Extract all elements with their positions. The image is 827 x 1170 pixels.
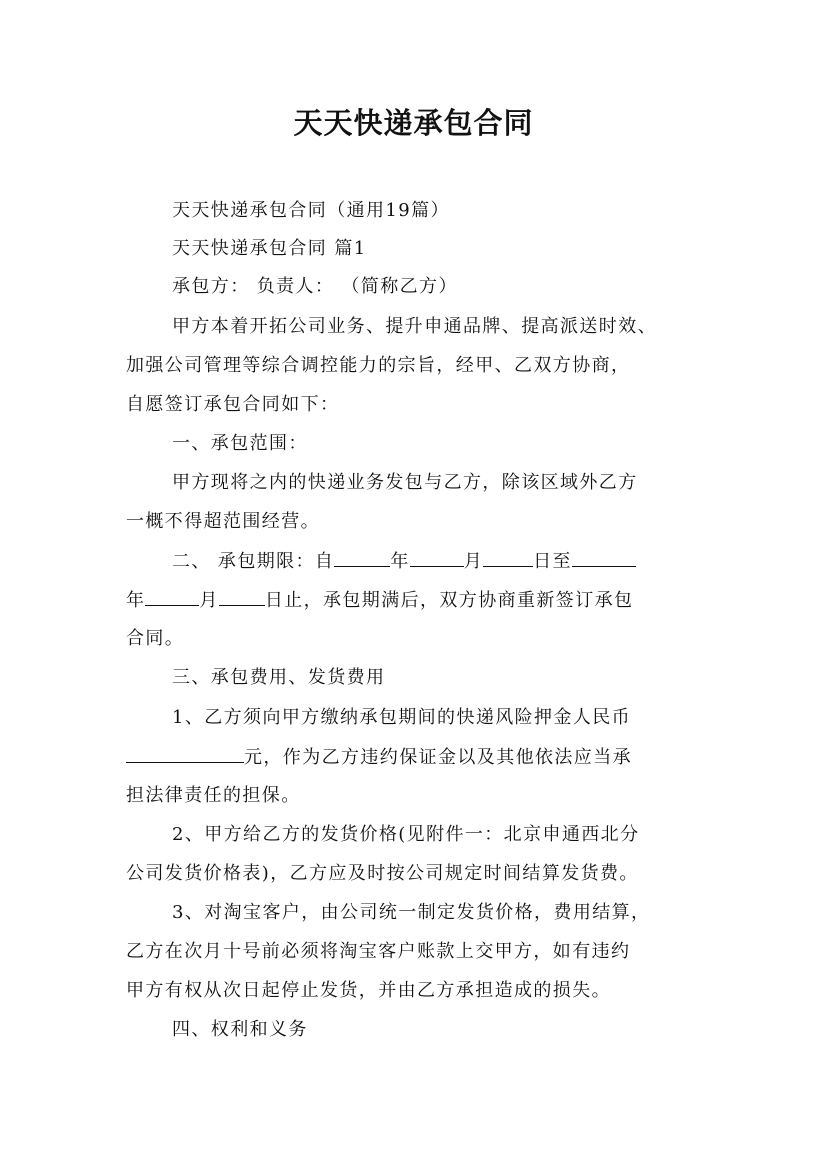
blank-field xyxy=(145,587,199,606)
month-label: 月 xyxy=(199,590,219,611)
blank-field xyxy=(572,548,636,567)
period-line xyxy=(126,548,762,575)
paragraph-line: 公司发货价格表)，乙方应及时按公司规定时间结算发货费。 xyxy=(126,863,639,884)
month-label: 月 xyxy=(463,551,484,572)
document-title: 天天快递承包合同 xyxy=(293,106,534,140)
period-rest: 日止，承包期满后，双方协商重新签订承包 xyxy=(264,590,634,611)
paragraph-line: 自愿签订承包合同如下： xyxy=(126,394,340,415)
deposit-line xyxy=(126,744,716,771)
clause-heading: 三、承包费用、发货费用 xyxy=(172,667,386,688)
blank-field xyxy=(126,744,244,763)
paragraph-line: 合同。 xyxy=(126,628,185,649)
blank-field xyxy=(219,587,265,606)
paragraph-line: 甲方有权从次日起停止发货，并由乙方承担造成的损失。 xyxy=(126,980,611,1001)
paragraph-line: 2、甲方给乙方的发货价格(见附件一：北京申通西北分 xyxy=(172,824,640,845)
clause-heading: 一、承包范围： xyxy=(172,433,308,454)
blank-field xyxy=(483,548,533,567)
year-label: 年 xyxy=(126,590,146,611)
paragraph-line: 乙方在次月十号前必须将淘宝客户账款上交甲方，如有违约 xyxy=(126,941,631,962)
paragraph-line: 担法律责任的担保。 xyxy=(126,785,301,806)
year-label: 年 xyxy=(390,551,410,572)
blank-field xyxy=(410,548,464,567)
period-line-continued xyxy=(126,587,716,614)
section-heading: 天天快递承包合同 篇1 xyxy=(172,238,367,259)
day-to-label: 日至 xyxy=(533,551,572,572)
contractor-line: 承包方： 负责人： （简称乙方） xyxy=(172,276,458,297)
blank-field xyxy=(334,548,390,567)
paragraph-line: 甲方现将之内的快递业务发包与乙方，除该区域外乙方 xyxy=(172,472,638,493)
paragraph-line: 甲方本着开拓公司业务、提升申通品牌、提高派送时效、 xyxy=(172,316,657,337)
period-lead: 二、 承包期限：自 xyxy=(172,551,335,572)
clause-heading: 四、权利和义务 xyxy=(172,1019,308,1040)
paragraph-line: 1、乙方须向甲方缴纳承包期间的快递风险押金人民币 xyxy=(172,707,632,728)
deposit-rest: 元，作为乙方违约保证金以及其他依法应当承 xyxy=(244,747,632,768)
paragraph-line: 一概不得超范围经营。 xyxy=(126,511,320,532)
subtitle-line: 天天快递承包合同（通用19篇） xyxy=(172,200,450,221)
paragraph-line: 3、对淘宝客户，由公司统一制定发货价格，费用结算， xyxy=(172,902,651,923)
paragraph-line: 加强公司管理等综合调控能力的宗旨，经甲、乙双方协商， xyxy=(126,355,631,376)
